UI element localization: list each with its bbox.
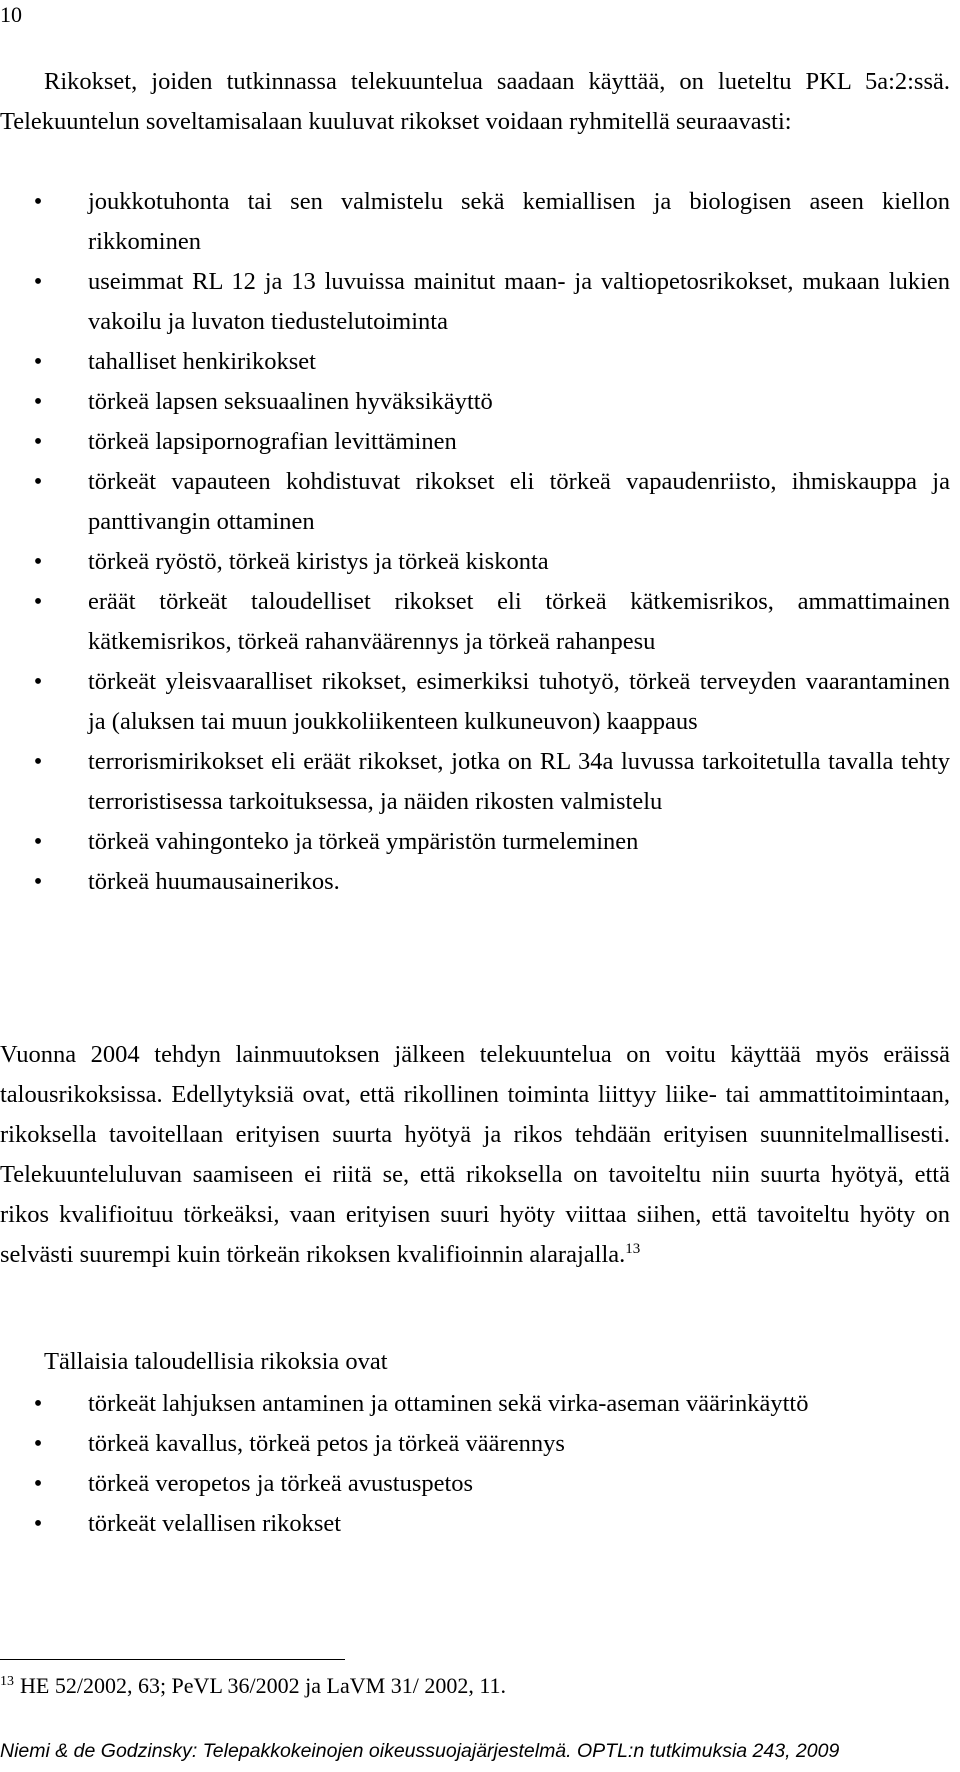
bullet-icon: • bbox=[33, 668, 43, 695]
list-item: • törkeät yleisvaaralliset rikokset, esimerkiksi tuhotyö, törkeä terveyden vaarantaminen ja (aluksen tai muun joukkoliikenteen kulkuneuvon) kaappaus bbox=[0, 662, 950, 742]
footnote-text: HE 52/2002, 63; PeVL 36/2002 ja LaVM 31/ 2002, 11. bbox=[20, 1673, 506, 1698]
list-item: • terrorismirikokset eli eräät rikokset, jotka on RL 34a luvussa tarkoitetulla tavalla tehty terroristisessa tarkoituksessa, ja näiden rikosten valmistelu bbox=[0, 742, 950, 822]
footnote bbox=[0, 1672, 506, 1700]
list-item: • törkeä kavallus, törkeä petos ja törkeä väärennys bbox=[0, 1424, 950, 1464]
list-item: • törkeä lapsen seksuaalinen hyväksikäyttö bbox=[0, 382, 950, 422]
intro-paragraph bbox=[0, 62, 950, 142]
bullet-icon: • bbox=[33, 428, 43, 455]
list-item: • törkeät vapauteen kohdistuvat rikokset eli törkeä vapaudenriisto, ihmiskauppa ja panttivangin ottaminen bbox=[0, 462, 950, 542]
list-item: • törkeä huumausainerikos. bbox=[0, 862, 950, 902]
bullet-icon: • bbox=[33, 588, 43, 615]
list-item: • törkeä vahingonteko ja törkeä ympäristön turmeleminen bbox=[0, 822, 950, 862]
economic-crimes-paragraph-text: Vuonna 2004 tehdyn lainmuutoksen jälkeen telekuuntelua on voitu käyttää myös eräissä talousrikoksissa. Edellytyksiä ovat, että rikollinen toiminta liittyy liike- tai ammattitoimintaan, rikoksella tavoitellaan erityisen suurta hyötyä ja rikos tehdään erityisen suunnitelmallisesti. Telekuunteluluvan saamiseen ei riitä se, että rikoksella on tavoiteltu niin suurta hyötyä, että rikos kvalifioituu törkeäksi, vaan erityisen suuri hyöty viittaa siihen, että tavoiteltu hyöty on selvästi suurempi kuin törkeän rikoksen kvalifioinnin alarajalla. bbox=[0, 1041, 950, 1268]
bullet-icon: • bbox=[33, 468, 43, 495]
intro-paragraph-rest: PKL 5a:2:ssä. Telekuuntelun soveltamisalaan kuuluvat rikokset voidaan ryhmitellä seuraavasti: bbox=[0, 68, 951, 135]
bullet-icon: • bbox=[33, 548, 43, 575]
footnote-separator bbox=[0, 1659, 345, 1660]
bullet-icon: • bbox=[33, 1390, 43, 1417]
intro-paragraph-first-line: Rikokset, joiden tutkinnassa telekuuntelua saadaan käyttää, on lueteltu bbox=[44, 68, 792, 95]
bullet-icon: • bbox=[33, 188, 43, 215]
bullet-icon: • bbox=[33, 388, 43, 415]
list-item: • törkeä veropetos ja törkeä avustuspetos bbox=[0, 1464, 950, 1504]
running-footer: Niemi & de Godzinsky: Telepakkokeinojen oikeussuojajärjestelmä. OPTL:n tutkimuksia 243, 2009 bbox=[0, 1740, 840, 1762]
bullet-icon: • bbox=[33, 268, 43, 295]
bullet-icon: • bbox=[33, 348, 43, 375]
list-item: • törkeät lahjuksen antaminen ja ottaminen sekä virka-aseman väärinkäyttö bbox=[0, 1384, 950, 1424]
bullet-icon: • bbox=[33, 1470, 43, 1497]
offence-list bbox=[0, 182, 950, 902]
bullet-icon: • bbox=[33, 828, 43, 855]
footnote-reference[interactable]: 13 bbox=[625, 1240, 641, 1257]
list-item: • eräät törkeät taloudelliset rikokset eli törkeä kätkemisrikos, ammattimainen kätkemisrikos, törkeä rahanväärennys ja törkeä rahanpesu bbox=[0, 582, 950, 662]
list-item: • törkeä ryöstö, törkeä kiristys ja törkeä kiskonta bbox=[0, 542, 950, 582]
list-item: • törkeät velallisen rikokset bbox=[0, 1504, 950, 1544]
list-item: • useimmat RL 12 ja 13 luvuissa mainitut maan- ja valtiopetosrikokset, mukaan lukien vakoilu ja luvaton tiedustelutoiminta bbox=[0, 262, 950, 342]
list-item: • törkeä lapsipornografian levittäminen bbox=[0, 422, 950, 462]
bullet-icon: • bbox=[33, 1510, 43, 1537]
list-item: • tahalliset henkirikokset bbox=[0, 342, 950, 382]
bullet-icon: • bbox=[33, 748, 43, 775]
bullet-icon: • bbox=[33, 1430, 43, 1457]
footnote-number: 13 bbox=[0, 1673, 14, 1689]
page-number: 10 bbox=[0, 2, 22, 27]
list-item: • joukkotuhonta tai sen valmistelu sekä kemiallisen ja biologisen aseen kiellon rikkominen bbox=[0, 182, 950, 262]
economic-crimes-lead: Tällaisia taloudellisia rikoksia ovat bbox=[44, 1348, 388, 1375]
economic-crimes-list bbox=[0, 1384, 950, 1544]
bullet-icon: • bbox=[33, 868, 43, 895]
economic-crimes-paragraph bbox=[0, 1035, 950, 1275]
